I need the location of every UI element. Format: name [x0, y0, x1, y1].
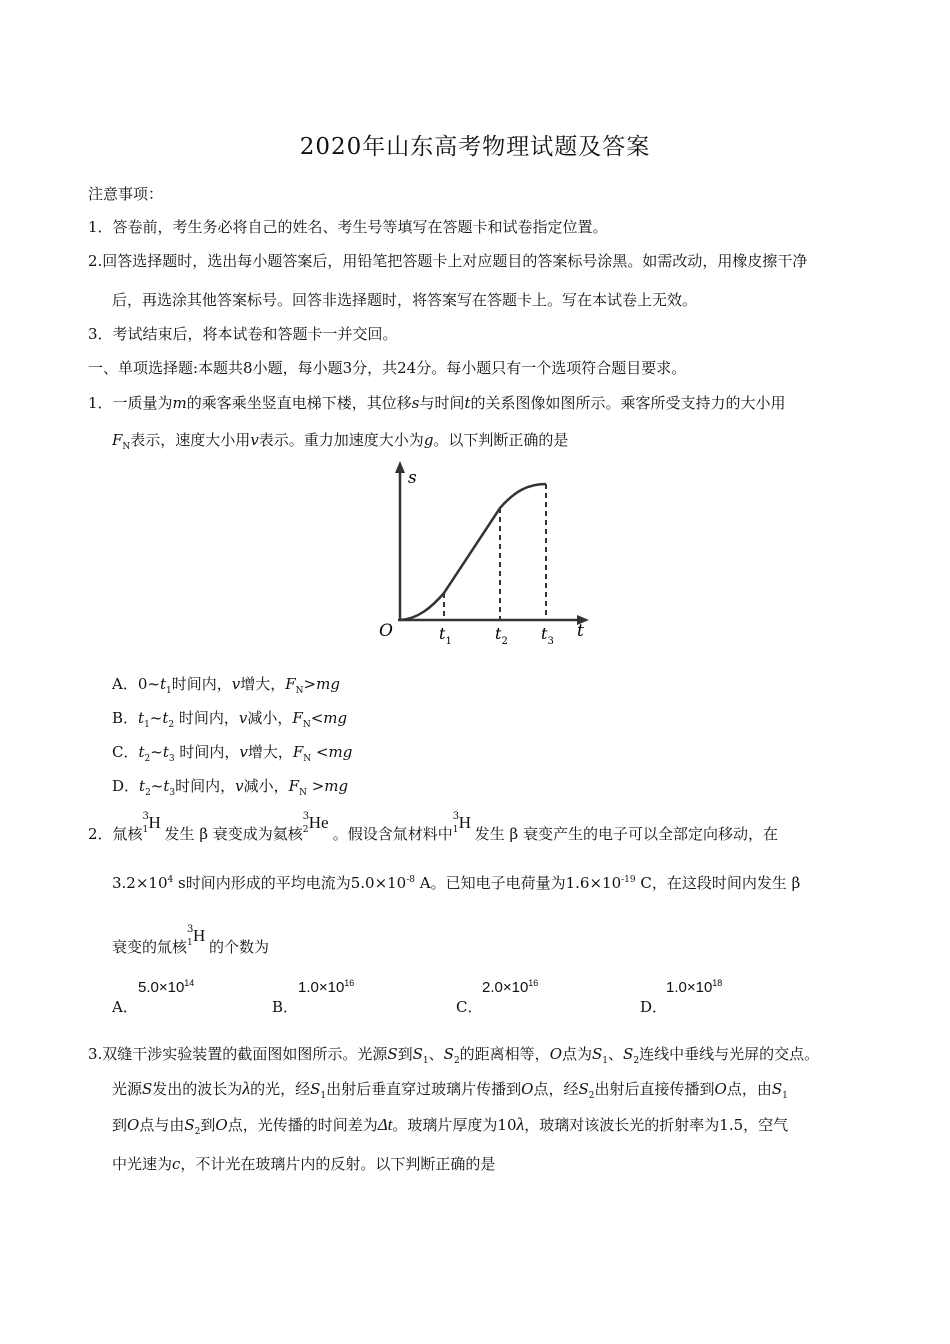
y-axis-label: s	[408, 468, 417, 488]
q2-line-2: $3.2\times 10^4$ s时间内形成的平均电流为$5.0\times 10^{-8}$ A。已知电子电荷量为$1.6\times 10^{-19}$ C，在这段时间内发生 β	[112, 874, 801, 892]
q3-line-3: 到O点与由$S_2$到O点，光传播的时间差为Δt。玻璃片厚度为10λ，玻璃对该波长光的折射率为1.5，空气	[112, 1114, 789, 1137]
q3-line-1: 3.双缝干涉实验装置的截面图如图所示。光源S到$S_1$、$S_2$的距离相等，O点为$S_1$、$S_2$连线中垂线与光屏的交点。	[88, 1045, 820, 1066]
note-1: 1．答卷前，考生务必将自己的姓名、考生号等填写在答题卡和试卷指定位置。	[88, 218, 608, 236]
q3-line-2: 光源S发出的波长为λ的光，经$S_1$出射后垂直穿过玻璃片传播到O点，经$S_2$出射后直接传播到O点，由$S_1$	[112, 1078, 788, 1101]
section-heading: 一、单项选择题:本题共8小题，每小题3分，共24分。每小题只有一个选项符合题目要求。	[88, 359, 687, 377]
tick-label-t1: $t_1$	[439, 624, 452, 647]
tritium-nucleus: 3 1 H	[452, 811, 472, 835]
q2-choice-b[interactable]: B． $1.0\times 10^{16}$	[272, 978, 355, 1016]
q3-line-4: 中光速为c，不计光在玻璃片内的反射。以下判断正确的是	[112, 1155, 496, 1173]
q2-line-1: 2．氚核 3 1 H 发生 β 衰变成为氦核 3 2 He 。假设含氚材料中 3 1 H 发生 β 衰变产生的电子可以全部定向移动，在	[88, 811, 778, 843]
page-title: 2020年山东高考物理试题及答案	[299, 134, 651, 160]
note-3: 3．考试结束后，将本试卷和答题卡一并交回。	[88, 325, 398, 343]
y-axis-arrow	[395, 461, 405, 473]
x-axis-label: t	[577, 621, 584, 641]
q1-option-b[interactable]: B．$t_1\sim t_2$ 时间内，v减小，$F_N<mg$	[112, 709, 348, 730]
tick-label-t3: $t_3$	[541, 624, 554, 647]
q2-choice-d[interactable]: D． $1.0\times 10^{18}$	[640, 978, 723, 1016]
q2-choice-a[interactable]: A． $5.0\times 10^{14}$	[112, 978, 195, 1016]
q1-option-a[interactable]: A．$0\sim t_1$时间内，v增大，$F_N>mg$	[112, 675, 340, 696]
tritium-nucleus: 3 1 H	[187, 924, 206, 948]
s-t-graph	[360, 455, 600, 655]
q1-line-1: 1．一质量为m的乘客乘坐竖直电梯下楼，其位移s与时间t的关系图像如图所示。乘客所受支持力的大小用	[88, 394, 786, 412]
helium-nucleus: 3 2 He	[302, 811, 329, 835]
origin-label: O	[379, 621, 393, 641]
displacement-curve	[400, 484, 546, 620]
q2-line-3: 衰变的氚核 3 1 H 的个数为	[112, 924, 270, 956]
notes-heading: 注意事项：	[88, 185, 164, 203]
tritium-nucleus: 3 1 H	[142, 811, 161, 835]
note-2-cont: 后，再选涂其他答案标号。回答非选择题时，将答案写在答题卡上。写在本试卷上无效。	[112, 291, 698, 309]
tick-label-t2: $t_2$	[495, 624, 508, 647]
q1-option-d[interactable]: D．$t_2\sim t_3$时间内，v减小，$F_N >mg$	[112, 777, 349, 798]
q1-option-c[interactable]: C．$t_2\sim t_3$ 时间内，v增大，$F_N <mg$	[112, 743, 353, 764]
q2-choice-c[interactable]: C． $2.0\times 10^{16}$	[456, 978, 539, 1016]
note-2: 2.回答选择题时，选出每小题答案后，用铅笔把答题卡上对应题目的答案标号涂黑。如需改动，用橡皮擦干净	[88, 252, 808, 270]
q1-line-2: $F_N$表示，速度大小用v表示。重力加速度大小为g。以下判断正确的是	[112, 431, 569, 452]
